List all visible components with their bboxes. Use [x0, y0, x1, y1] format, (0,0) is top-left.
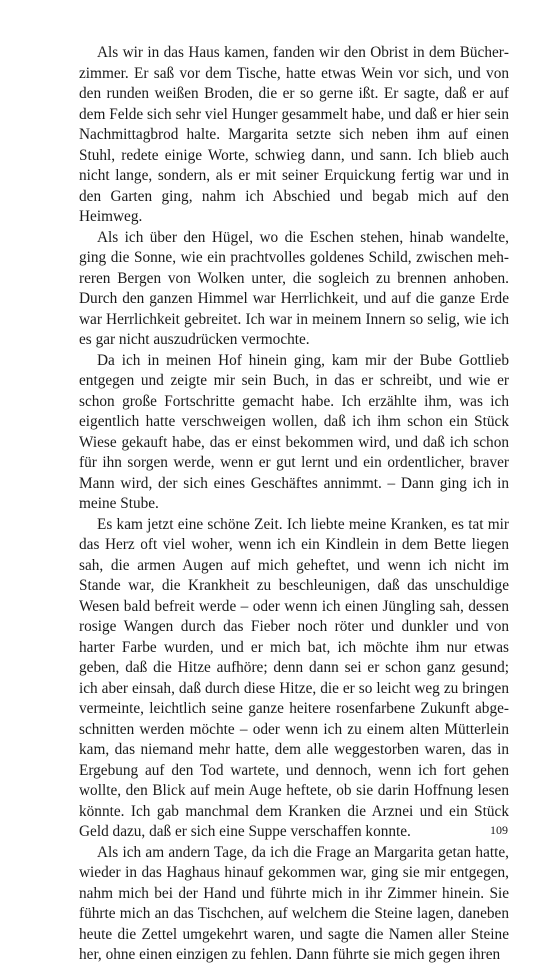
paragraph-4: Es kam jetzt eine schöne Zeit. Ich liebte meine Kranken, es tat mir das Herz oft viel woher, wenn ich ein Kindlein in dem Bette liegen sah, die armen Augen auf mich geheftet, und wenn ich nicht im Stande war, die Krankheit zu beschleunigen, daß das unschuldige Wesen bald befreit werde – oder wenn ich einen Jüngling sah, dessen rosige Wangen durch das Fieber noch röter und dunkler und von harter Farbe wurden, und er mich bat, ich möchte ihm nur etwas geben, daß die Hitze aufhöre; denn dann sei er schon ganz gesund; ich aber einsah, daß durch diese Hitze, die er so leicht weg zu bringen vermeinte, leichtlich seine ganze heitere rosenfarbene Zukunft abgeschnitten werden möchte – oder wenn ich zu einem alten Mütterlein kam, das niemand mehr hatte, dem alle weggestorben waren, das in Ergebung auf den Tod wartete, und dennoch, wenn ich fort gehen wollte, den Blick auf mein Auge heftete, ob sie darin Hoffnung lesen könnte. Ich gab manchmal dem Kranken die Arznei und ein Stück Geld dazu, daß er sich eine Suppe verschaffen konnte. — [79, 515, 509, 840]
paragraph-1: Als wir in das Haus kamen, fanden wir den Obrist in dem Bücherzimmer. Er saß vor dem Tische, hatte etwas Wein vor sich, und von den runden weißen Broden, die er so gerne ißt. Er sagte, daß er auf dem Felde sich sehr viel Hunger gesammelt habe, und daß er hier sein Nachmittagbrod halte. Margarita setzte sich neben ihm auf einen Stuhl, redete einige Worte, schwieg dann, und sann. Ich blieb auch nicht lange, sondern, als er mit seiner Erquickung fertig war und in den Garten ging, nahm ich Abschied und begab mich auf den Heimweg. — [79, 44, 509, 225]
page-number: 109 — [490, 823, 508, 837]
paragraph-5: Als ich am andern Tage, da ich die Frage an Margarita getan hatte, wieder in das Haghaus hinauf gekommen war, ging sie mir entgegen, nahm mich bei der Hand und führte mich in ihr Zimmer hinein. Sie führte mich an das Tischchen, auf welchem die Steine lagen, daneben heute die Zettel umgekehrt waren, und sagte die Namen aller Steine her, ohne einen einzigen zu fehlen. Dann führte sie mich gegen ihren — [79, 843, 509, 963]
paragraph-3: Da ich in meinen Hof hinein ging, kam mir der Bube Gottlieb entgegen und zeigte mir sein Buch, in das er schreibt, und wie er schon große Fortschritte gemacht habe. Ich erzählte ihm, was ich eigentlich hatte verschweigen wollen, daß ich ihm schon ein Stück Wiese gekauft habe, das er einst bekommen wird, und daß ich schon für ihn sorgen werde, wenn er gut lernt und ein ordentlicher, braver Mann wird, der sich eines Geschäftes annimmt. – Dann ging ich in meine Stube. — [79, 351, 509, 512]
paragraph-2: Als ich über den Hügel, wo die Eschen stehen, hinab wandelte, ging die Sonne, wie ein prachtvolles goldenes Schild, zwischen mehreren Bergen von Wolken unter, die sogleich zu brennen anhoben. Durch den ganzen Himmel war Herrlichkeit, und auf die ganze Erde war Herrlichkeit gebreitet. Ich war in meinem Innern so selig, wie ich es gar nicht auszudrücken vermochte. — [79, 228, 509, 348]
body-text — [79, 43, 509, 966]
